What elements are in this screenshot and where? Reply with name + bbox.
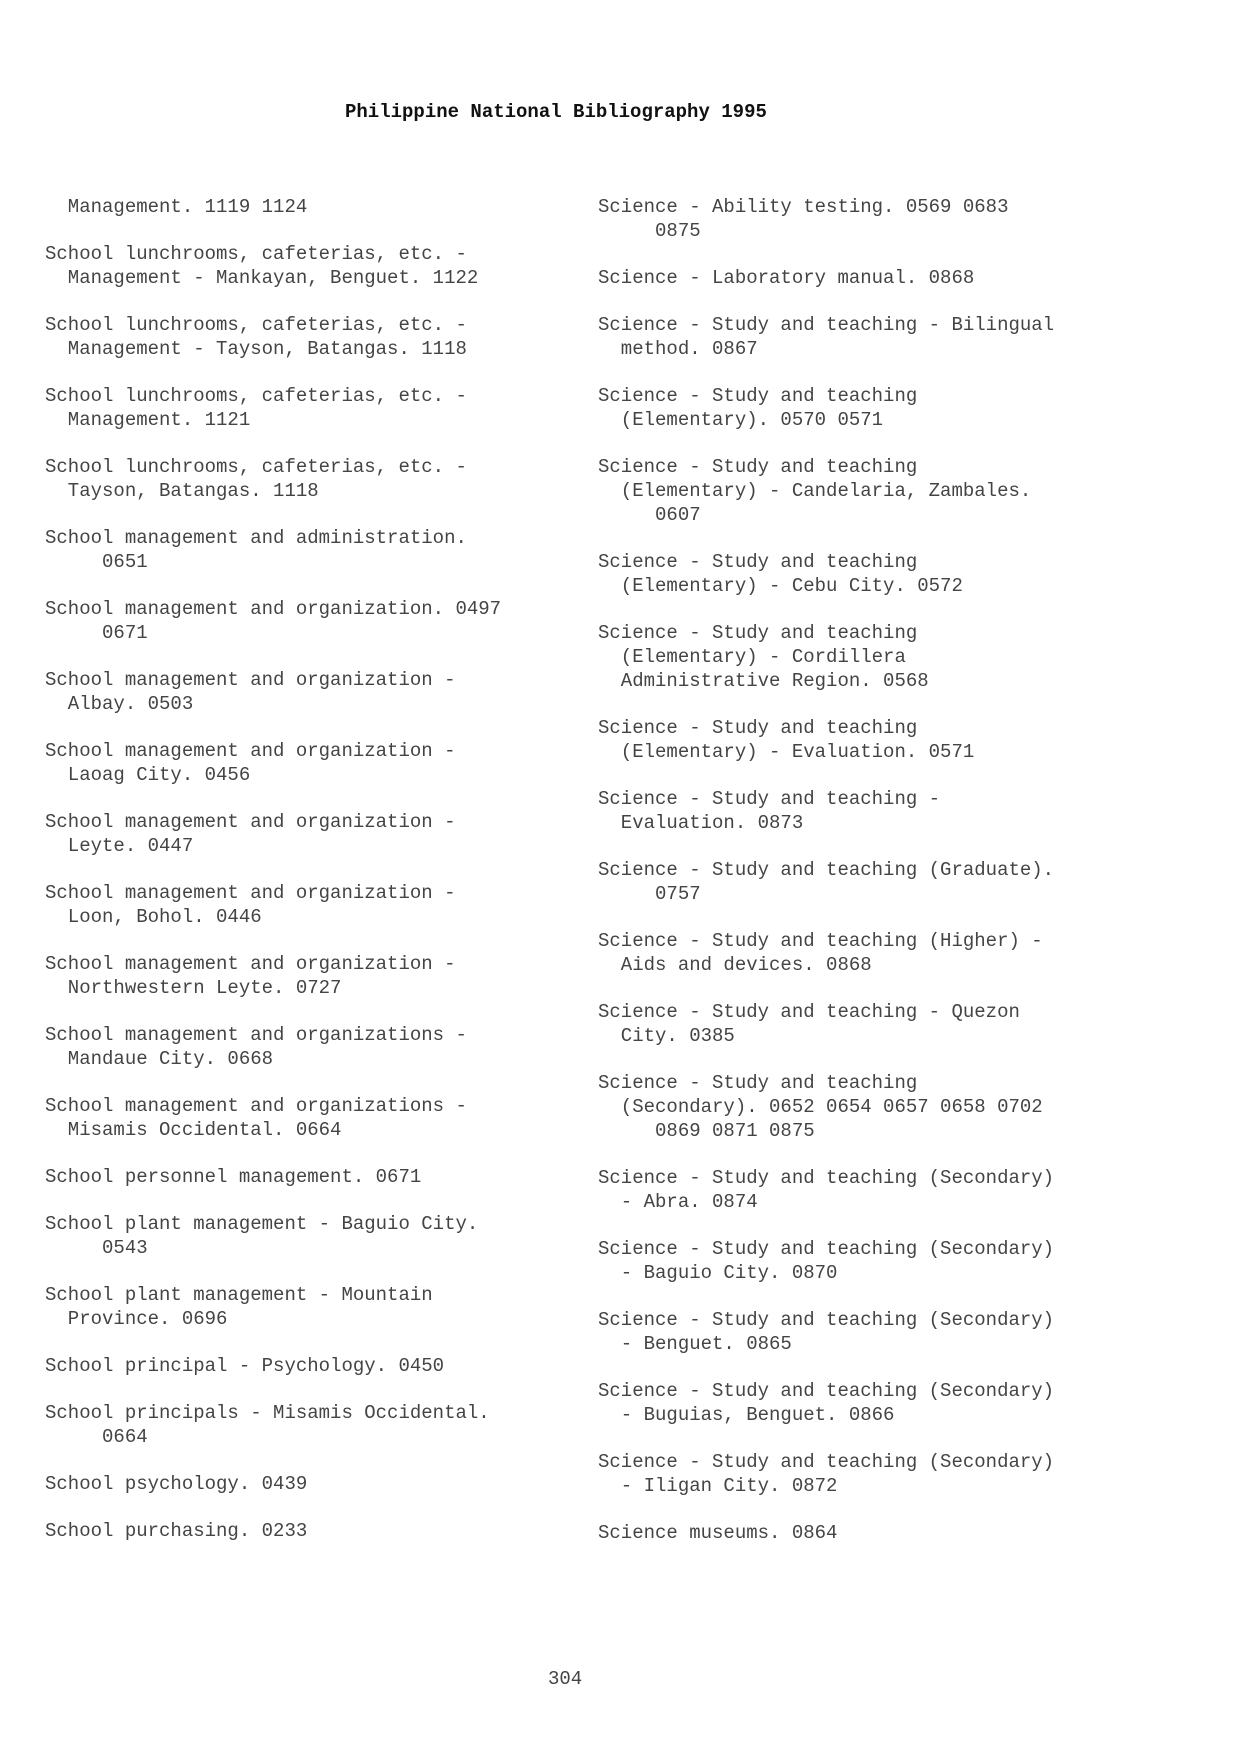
index-entry: School management and administration. 0651 xyxy=(45,527,467,573)
index-entry: School psychology. 0439 xyxy=(45,1473,308,1495)
index-entry: School management and organizations - Mandaue City. 0668 xyxy=(45,1024,467,1070)
index-entry: School management and organization - Albay. 0503 xyxy=(45,669,456,715)
index-entry: School lunchrooms, cafeterias, etc. - Management. 1121 xyxy=(45,385,467,431)
index-entry: Science - Study and teaching - Bilingual method. 0867 xyxy=(598,314,1055,360)
index-entry: Science - Study and teaching - Quezon City. 0385 xyxy=(598,1001,1020,1047)
index-entry: School lunchrooms, cafeterias, etc. - Management - Tayson, Batangas. 1118 xyxy=(45,314,467,360)
index-entry: Science - Study and teaching (Elementary) - Evaluation. 0571 xyxy=(598,717,975,763)
index-entry: School lunchrooms, cafeterias, etc. - Management - Mankayan, Benguet. 1122 xyxy=(45,243,479,289)
index-entry: Science - Study and teaching (Elementary) - Cebu City. 0572 xyxy=(598,551,963,597)
index-entry: School plant management - Mountain Province. 0696 xyxy=(45,1284,433,1330)
index-entry: School management and organization - Laoag City. 0456 xyxy=(45,740,456,786)
index-entry: School lunchrooms, cafeterias, etc. - Tayson, Batangas. 1118 xyxy=(45,456,467,502)
index-entry: School management and organization - Northwestern Leyte. 0727 xyxy=(45,953,456,999)
index-entry: Science - Study and teaching (Higher) - Aids and devices. 0868 xyxy=(598,930,1043,976)
index-entry: Management. 1119 1124 xyxy=(45,196,308,218)
index-entry: Science - Study and teaching (Graduate). 0757 xyxy=(598,859,1055,905)
index-entry: Science - Study and teaching (Secondary) - Abra. 0874 xyxy=(598,1167,1055,1213)
index-entry: Science - Study and teaching (Secondary). 0652 0654 0657 0658 0702 0869 0871 0875 xyxy=(598,1072,1043,1142)
index-entry: Science - Study and teaching (Elementary). 0570 0571 xyxy=(598,385,918,431)
right-index-column xyxy=(598,195,1158,1568)
index-entry: School management and organizations - Misamis Occidental. 0664 xyxy=(45,1095,467,1141)
index-entry: Science - Ability testing. 0569 0683 0875 xyxy=(598,196,1009,242)
index-entry: School management and organization - Leyte. 0447 xyxy=(45,811,456,857)
index-entry: Science - Study and teaching (Secondary) - Iligan City. 0872 xyxy=(598,1451,1055,1497)
index-entry: School management and organization. 0497 0671 xyxy=(45,598,502,644)
index-entry: Science - Study and teaching (Secondary) - Benguet. 0865 xyxy=(598,1309,1055,1355)
index-entry: School principals - Misamis Occidental. 0664 xyxy=(45,1402,490,1448)
index-entry: School management and organization - Loon, Bohol. 0446 xyxy=(45,882,456,928)
page-number: 304 xyxy=(548,1668,583,1690)
index-entry: School purchasing. 0233 xyxy=(45,1520,308,1542)
index-entry: Science - Study and teaching (Elementary) - Candelaria, Zambales. 0607 xyxy=(598,456,1032,526)
index-entry: Science - Study and teaching (Secondary) - Baguio City. 0870 xyxy=(598,1238,1055,1284)
index-entry: Science - Laboratory manual. 0868 xyxy=(598,267,975,289)
index-entry: Science - Study and teaching - Evaluation. 0873 xyxy=(598,788,941,834)
index-entry: Science - Study and teaching (Elementary) - Cordillera Administrative Region. 0568 xyxy=(598,622,929,692)
index-entry: School personnel management. 0671 xyxy=(45,1166,422,1188)
index-entry: School plant management - Baguio City. 0543 xyxy=(45,1213,479,1259)
index-entry: Science museums. 0864 xyxy=(598,1522,838,1544)
left-index-column xyxy=(45,195,565,1566)
index-entry: Science - Study and teaching (Secondary) - Buguias, Benguet. 0866 xyxy=(598,1380,1055,1426)
page-title: Philippine National Bibliography 1995 xyxy=(345,101,767,123)
index-entry: School principal - Psychology. 0450 xyxy=(45,1355,445,1377)
